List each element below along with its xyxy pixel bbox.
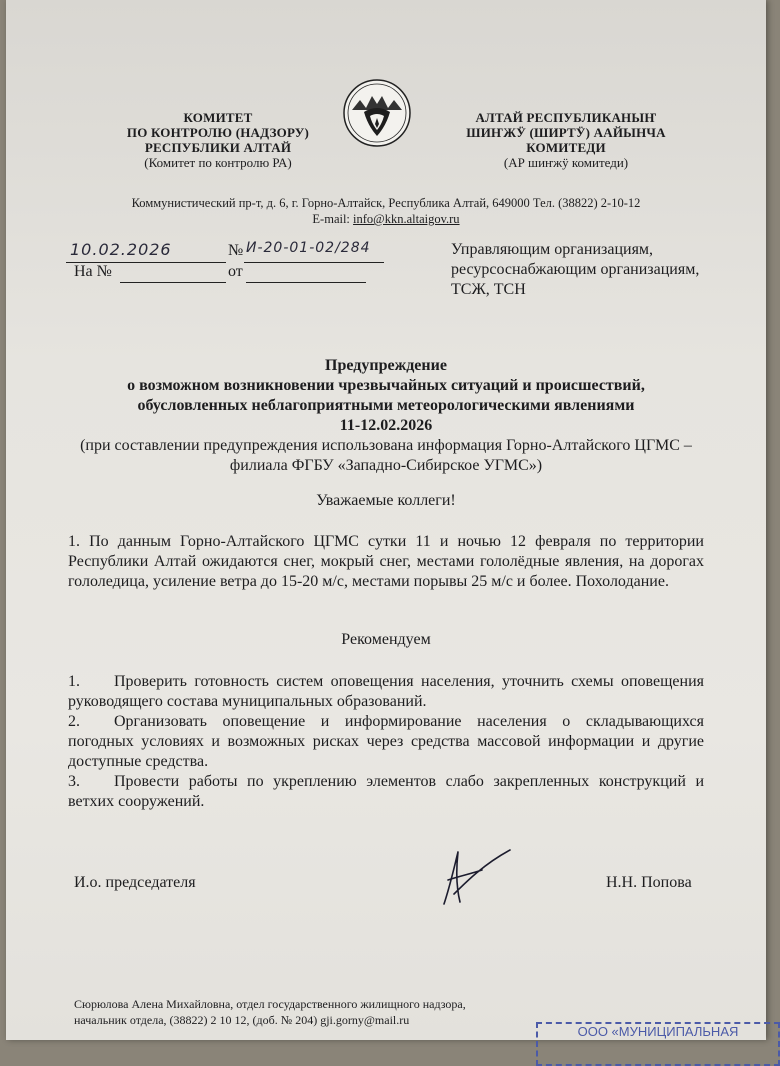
doc-title: Предупреждение <box>325 357 447 374</box>
doc-title-note: (при составлении предупреждения использована информация Горно-Алтайского ЦГМС – филиала ФГБУ «Западно-Сибирское УГМС») <box>80 437 692 474</box>
na-label: На № <box>74 263 112 280</box>
issuer-block-ru <box>98 110 338 170</box>
recommend-heading: Рекомендуем <box>341 631 431 648</box>
address-line: Коммунистический пр-т, д. 6, г. Горно-Алтайск, Республика Алтай, 649000 Тел. (38822) 2-10-12 <box>131 196 641 210</box>
email-label: E-mail: <box>312 212 354 226</box>
issuer-line-1: КОМИТЕТ <box>183 110 253 125</box>
recommendation-text: Организовать оповещение и информирование населения о складывающихся погодных условиях и возможных рисках через средства массовой информации и другие доступные средства. <box>68 713 704 770</box>
executor-line-2: начальник отдела, (38822) 2 10 12, (доб. № 204) gji.gorny@mail.ru <box>74 1013 410 1027</box>
recommendation-item <box>68 672 704 712</box>
email-line <box>66 212 706 227</box>
handwritten-date: 10.02.2026 <box>70 240 172 259</box>
incoming-stamp <box>536 1022 780 1066</box>
signatory-position: И.о. председателя <box>74 874 196 891</box>
ot-label: от <box>228 263 243 280</box>
forecast-paragraph: 1. По данным Горно-Алтайского ЦГМС сутки 11 и ночью 12 февраля по территории Республики Алтай ожидаются снег, мокрый снег, местами гололёдные явления, на дорогах гололедица, усиление ветра до 15-20 м/с, местами порывы 25 м/с и более. Похолодание. <box>68 533 704 590</box>
coat-of-arms-emblem <box>342 78 412 148</box>
handwritten-number: И-20-01-02/284 <box>246 240 371 256</box>
executor-line-1: Сюрюлова Алена Михайловна, отдел государственного жилищного надзора, <box>74 997 466 1011</box>
recommendation-number: 1. <box>68 673 80 690</box>
stamp-text: ООО «МУНИЦИПАЛЬНАЯ <box>577 1024 739 1039</box>
recommendation-text: Провести работы по укреплению элементов слабо закрепленных конструкций и ветхих сооружений. <box>68 773 704 810</box>
number-field <box>244 240 384 263</box>
recommendation-item <box>68 772 704 812</box>
issuer-alt-line-3: КОМИТЕДИ <box>526 140 606 155</box>
issuer-block-alt <box>436 110 696 170</box>
handwritten-signature-icon <box>436 846 516 910</box>
doc-title-line-2: о возможном возникновении чрезвычайных ситуаций и происшествий, <box>127 377 645 394</box>
recommendation-item <box>68 712 704 772</box>
doc-title-line-3: обусловленных неблагоприятными метеорологическими явлениями <box>137 397 635 414</box>
ot-field <box>246 262 366 283</box>
greeting: Уважаемые коллеги! <box>316 492 456 509</box>
recommendation-number: 2. <box>68 713 80 730</box>
issuer-alt-line-4: (АР шиҥжӱ комитеди) <box>503 155 629 170</box>
recommendation-number: 3. <box>68 773 80 790</box>
issuer-line-2: ПО КОНТРОЛЮ (НАДЗОРУ) <box>126 125 310 140</box>
na-field <box>120 262 226 283</box>
issuer-line-4: (Комитет по контролю РА) <box>144 155 292 170</box>
doc-title-date: 11-12.02.2026 <box>339 417 433 434</box>
issuer-alt-line-1: АЛТАЙ РЕСПУБЛИКАНЫҤ <box>475 110 657 125</box>
recipient: Управляющим организациям, ресурсоснабжающим организациям, ТСЖ, ТСН <box>451 241 700 298</box>
issuer-line-3: РЕСПУБЛИКИ АЛТАЙ <box>144 140 292 155</box>
signatory-name: Н.Н. Попова <box>606 874 692 891</box>
date-field <box>66 240 226 263</box>
issuer-alt-line-2: ШИҤЖӰ (ШИРТӰ) ААЙЫНЧА <box>466 125 666 140</box>
email-link[interactable]: info@kkn.altaigov.ru <box>353 212 460 226</box>
recommendation-text: Проверить готовность систем оповещения населения, уточнить схемы оповещения руководящего состава муниципальных образований. <box>68 673 704 710</box>
number-label: № <box>228 242 244 259</box>
document-page <box>6 0 766 1040</box>
